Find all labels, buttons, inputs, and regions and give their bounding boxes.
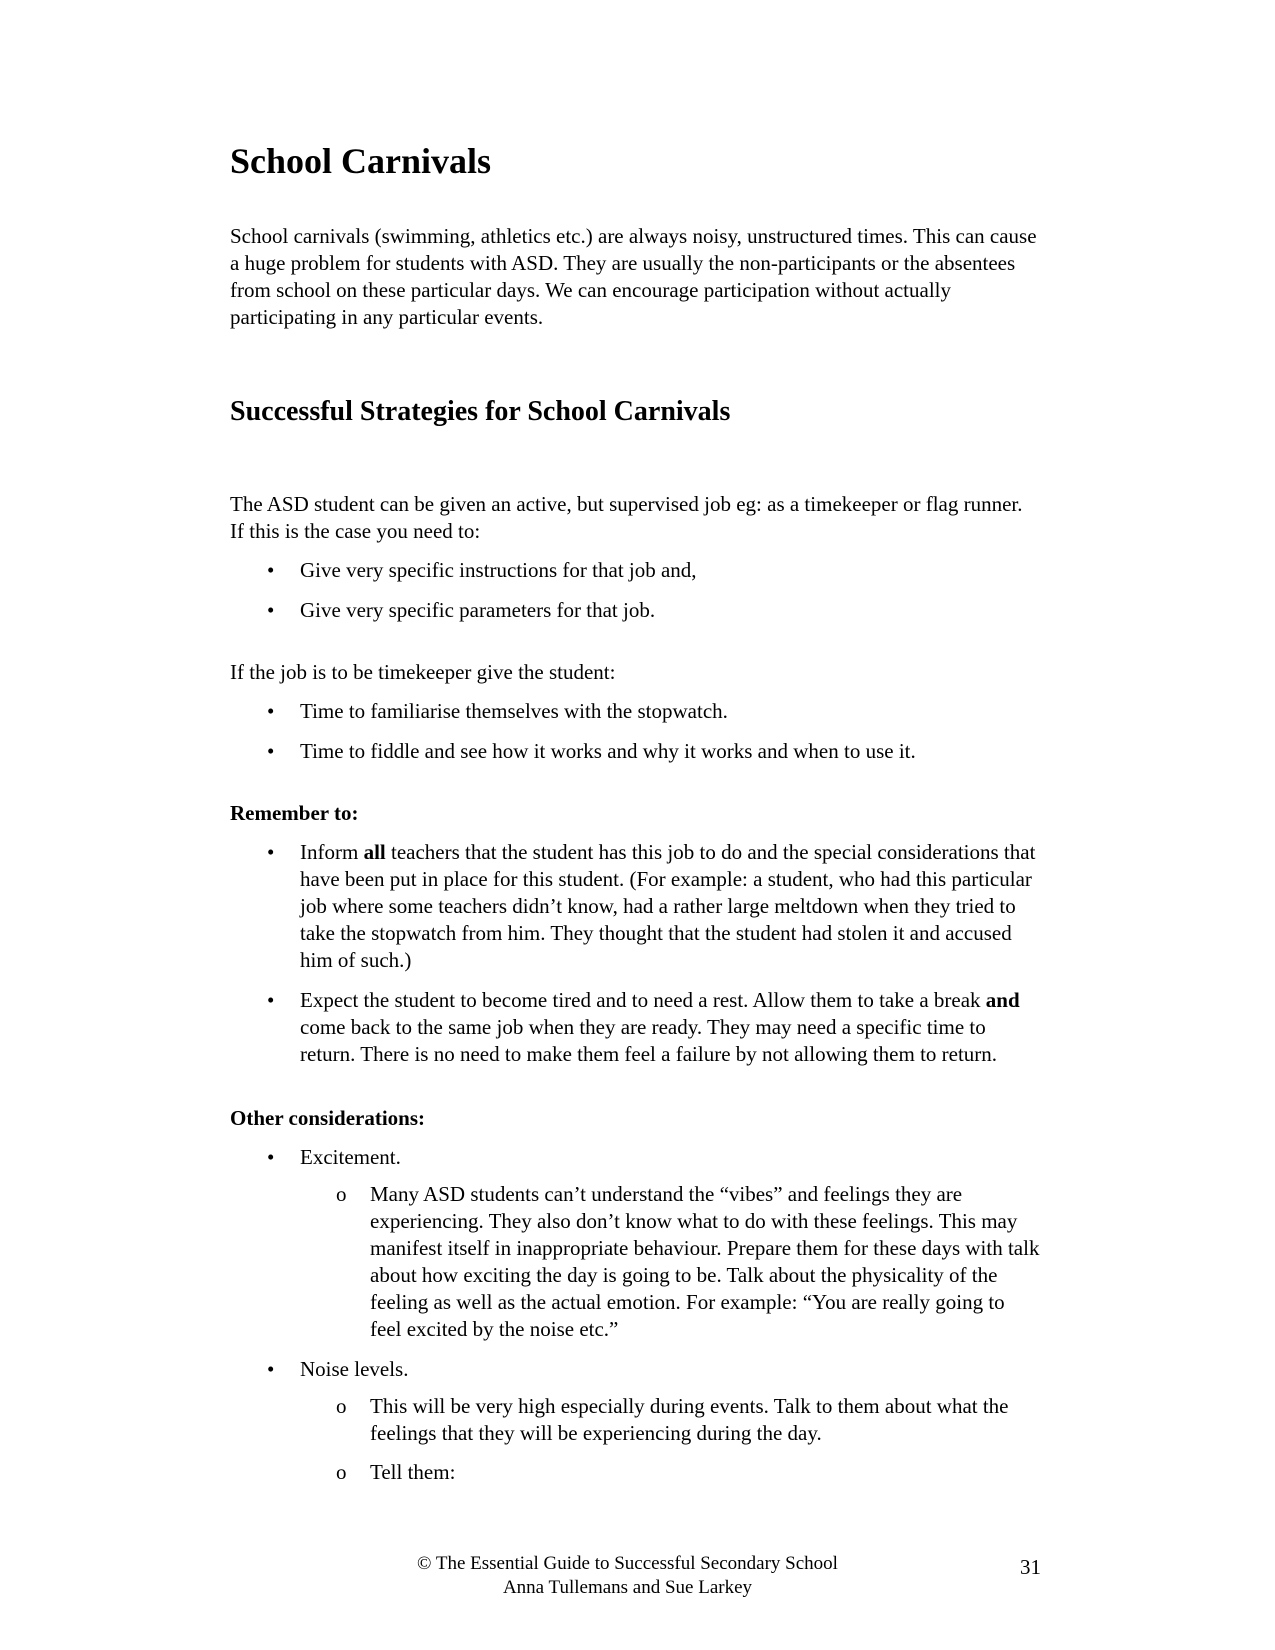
- list-item-text: Give very specific instructions for that job and,: [300, 557, 697, 582]
- timekeeper-intro-paragraph: If the job is to be timekeeper give the student:: [230, 659, 616, 684]
- list-item-text-pre: Expect the student to become tired and to need a rest. Allow them to take a break: [300, 987, 986, 1012]
- page-number: 31: [1020, 1555, 1041, 1579]
- bullet-icon: •: [267, 987, 275, 1012]
- intro-paragraph: School carnivals (swimming, athletics etc.) are always noisy, unstructured times. This can cause a huge problem for students with ASD. They are usually the non-participants or the absentees from school on these particular days. We can encourage participation without actually participating in any particular events.: [230, 224, 1037, 330]
- bullet-icon: •: [267, 738, 275, 763]
- bullet-icon: •: [267, 698, 275, 723]
- sub-list-item: [300, 1181, 1040, 1343]
- list-item: [230, 987, 1040, 1068]
- bullet-icon: •: [267, 1144, 275, 1169]
- emphasis-text: and: [985, 987, 1020, 1012]
- list-item-text-pre: Inform: [300, 839, 364, 864]
- job-bullet-list: [230, 557, 1040, 624]
- list-item-text: Excitement.: [300, 1144, 401, 1169]
- sub-list-item-text: Many ASD students can’t understand the “vibes” and feelings they are experiencing. They also don’t know what to do with these feelings. This may manifest itself in inappropriate behaviour. Prepare them for these days with talk about how exciting the day is going to be. Talk about the physicality of the feeling as well as the actual emotion. For example: “You are really going to feel excited by the noise etc.”: [370, 1181, 1040, 1341]
- sub-list-item: [300, 1459, 1040, 1486]
- list-item: [230, 698, 1040, 725]
- list-item-text: Time to fiddle and see how it works and why it works and when to use it.: [300, 738, 916, 763]
- sub-list-item-text: This will be very high especially during events. Talk to them about what the feelings that they will be experiencing during the day.: [370, 1393, 1009, 1445]
- sub-list: [300, 1393, 1040, 1486]
- bullet-icon: •: [267, 839, 275, 864]
- other-considerations-heading: Other considerations:: [230, 1105, 426, 1130]
- circle-bullet-icon: o: [336, 1181, 347, 1206]
- section-heading: Successful Strategies for School Carnivals: [230, 396, 731, 428]
- page-content: [230, 130, 1040, 1499]
- list-item-text-post: teachers that the student has this job to do and the special considerations that have been put in place for this student. (For example: a student, who had this particular job where some teachers didn’t know, had a rather large meltdown when they tried to take the stopwatch from him. They thought that the student had stolen it and accused him of such.): [300, 839, 1036, 972]
- circle-bullet-icon: o: [336, 1459, 347, 1484]
- list-item-text-post: come back to the same job when they are ready. They may need a specific time to return. There is no need to make them feel a failure by not allowing them to return.: [300, 1014, 998, 1066]
- list-item-text: Time to familiarise themselves with the stopwatch.: [300, 698, 728, 723]
- list-item: [230, 1144, 1040, 1343]
- list-item: [230, 597, 1040, 624]
- sub-list: [300, 1181, 1040, 1343]
- remember-heading: Remember to:: [230, 800, 359, 825]
- page-title: School Carnivals: [230, 141, 492, 181]
- bullet-icon: •: [267, 557, 275, 582]
- bullet-icon: •: [267, 597, 275, 622]
- emphasis-text: all: [363, 839, 386, 864]
- list-item: [230, 839, 1040, 974]
- other-bullet-list: [230, 1144, 1040, 1486]
- timekeeper-bullet-list: [230, 698, 1040, 765]
- list-item-text: Noise levels.: [300, 1356, 409, 1381]
- circle-bullet-icon: o: [336, 1393, 347, 1418]
- bullet-icon: •: [267, 1356, 275, 1381]
- job-intro-paragraph: The ASD student can be given an active, but supervised job eg: as a timekeeper or flag runner. If this is the case you need to:: [230, 491, 1023, 543]
- list-item: [230, 1356, 1040, 1486]
- footer-authors: Anna Tullemans and Sue Larkey: [502, 1577, 753, 1598]
- list-item: [230, 738, 1040, 765]
- remember-bullet-list: [230, 839, 1040, 1068]
- list-item: [230, 557, 1040, 584]
- footer-copyright: © The Essential Guide to Successful Secondary School: [417, 1553, 838, 1574]
- sub-list-item: [300, 1393, 1040, 1447]
- sub-list-item-text: Tell them:: [370, 1459, 456, 1484]
- list-item-text: Give very specific parameters for that job.: [300, 597, 656, 622]
